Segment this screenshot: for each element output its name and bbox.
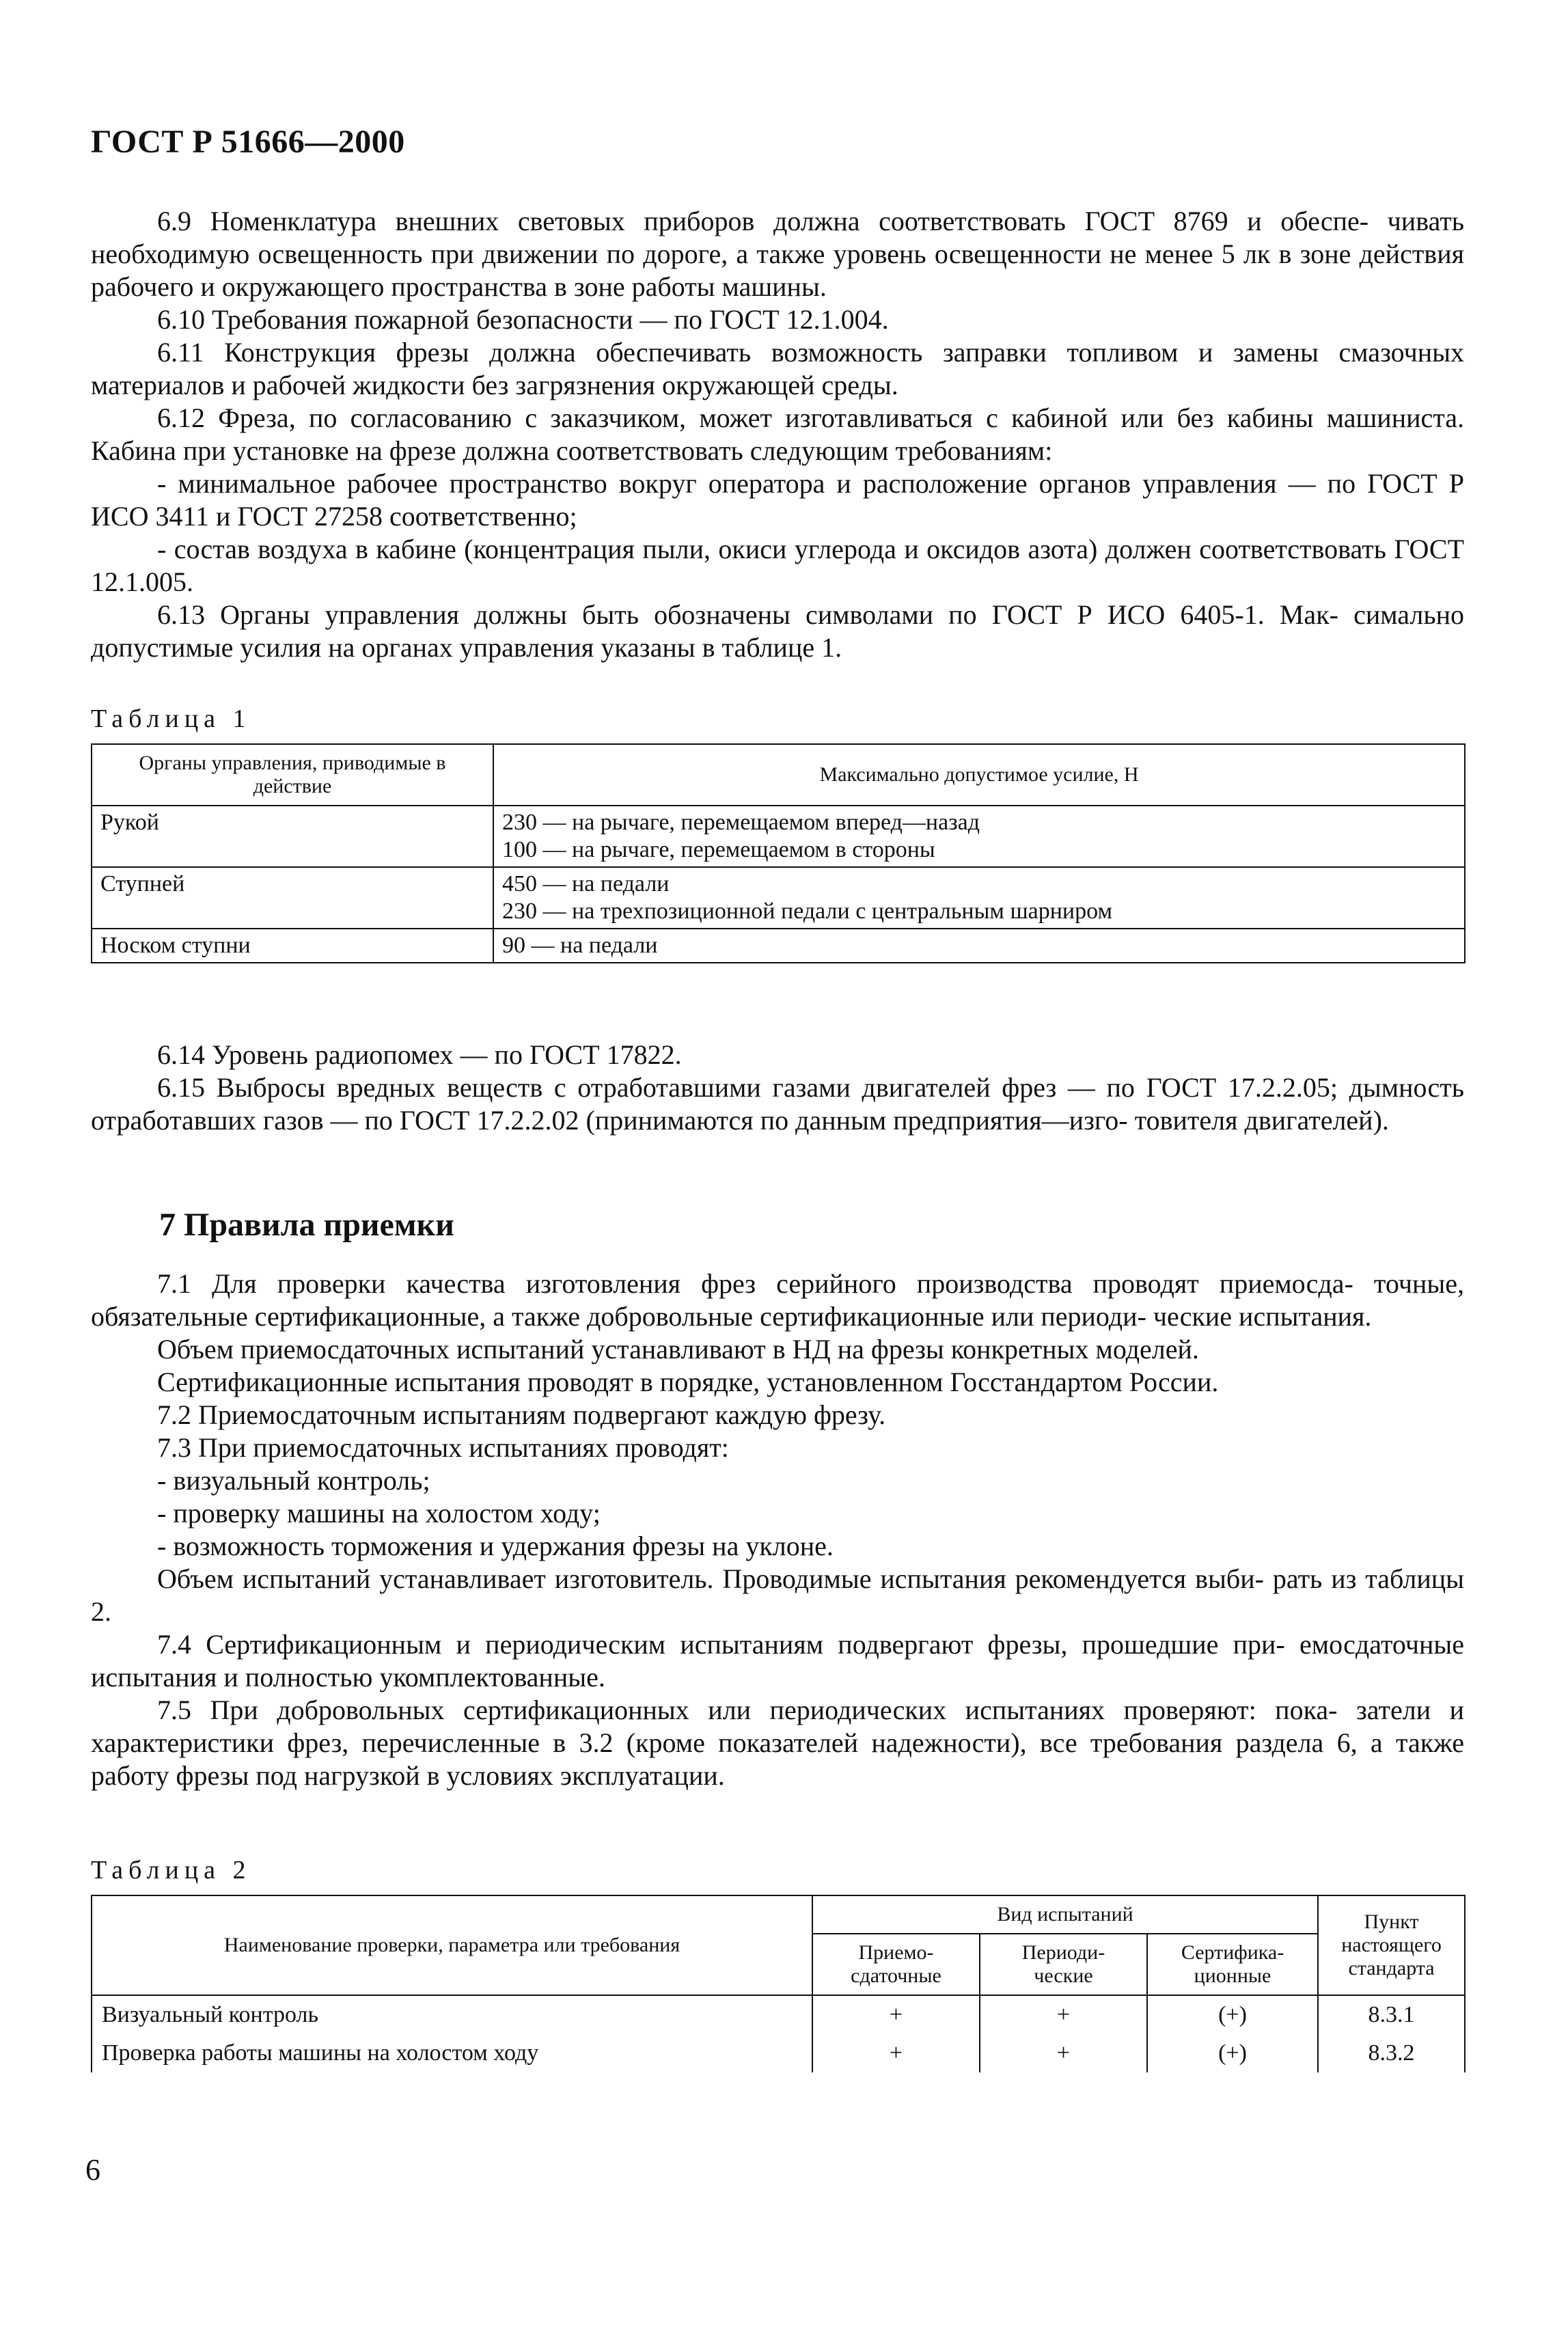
table-row xyxy=(92,806,1465,867)
clause-6-12-item-1: - минимальное рабочее пространство вокруг оператора и расположение органов управления — по ГОСТ Р ИСО 3411 и ГОСТ 27258 соответственно; xyxy=(91,468,1465,532)
table2-cell-certification: (+) xyxy=(1147,2034,1318,2072)
table2-caption: Таблица 2 xyxy=(91,1856,251,1885)
table1-block xyxy=(91,704,1464,963)
table-row xyxy=(92,867,1465,929)
clause-7-5: 7.5 При добровольных сертификационных или периодических испытаниях проверяют: пока- затели и характеристики фрез, перечисленные в 3.2 (кроме показателей надежности), все требования раздела 6, а также работу фрезы под нагрузкой в условиях эксплуатации. xyxy=(91,1695,1465,1791)
table1-caption: Таблица 1 xyxy=(91,704,251,733)
table2-cell-name: Визуальный контроль xyxy=(92,1995,812,2034)
table2-cell-clause: 8.3.1 xyxy=(1318,1995,1465,2034)
table2-header-group: Вид испытаний xyxy=(812,1895,1318,1934)
table2-cell-clause: 8.3.2 xyxy=(1318,2034,1465,2072)
table2-block xyxy=(91,1855,1464,2072)
table1-cell-force: 90 — на педали xyxy=(493,929,1465,963)
table1-header-row xyxy=(92,744,1465,806)
clause-6-12: 6.12 Фреза, по согласованию с заказчиком, может изготавливаться с кабиной или без кабины машиниста. Кабина при установке на фрезе должна соответствовать следующим требованиям: xyxy=(91,402,1464,466)
clause-7-3-item-2: - проверку машины на холостом ходу; xyxy=(157,1498,601,1529)
clause-6-15: 6.15 Выбросы вредных веществ с отработавшими газами двигателей фрез — по ГОСТ 17.2.2.05; дымность отработавших газов — по ГОСТ 17.2.2.02 (принимаются по данным предприятия—изго- товителя двигателей). xyxy=(91,1072,1464,1136)
table2-header-name: Наименование проверки, параметра или требования xyxy=(92,1895,812,1995)
table2-cell-acceptance: + xyxy=(812,1995,980,2034)
table2-header-clause: Пункт настоящего стандарта xyxy=(1318,1895,1465,1995)
table2-header-row-1 xyxy=(92,1895,1465,1934)
table2-cell-periodic: + xyxy=(980,2034,1147,2072)
table2-cell-acceptance: + xyxy=(812,2034,980,2072)
table-row xyxy=(92,2034,1465,2072)
clause-6-13: 6.13 Органы управления должны быть обозначены символами по ГОСТ Р ИСО 6405-1. Мак- симально допустимые усилия на органах управления указаны в таблице 1. xyxy=(91,599,1465,663)
section6-end xyxy=(91,1039,1464,1137)
clause-7-4: 7.4 Сертификационным и периодическим испытаниям подвергают фрезы, прошедшие при- емосдаточные испытания и полностью укомплектованные. xyxy=(91,1629,1465,1693)
table1-cell-organ: Ступней xyxy=(92,867,493,929)
table2-cell-name: Проверка работы машины на холостом ходу xyxy=(92,2034,812,2072)
table2-header-certification: Сертифика- ционные xyxy=(1147,1934,1318,1995)
clause-7-3-scope: Объем испытаний устанавливает изготовитель. Проводимые испытания рекомендуется выби- рать из таблицы 2. xyxy=(91,1563,1465,1627)
table1 xyxy=(91,743,1466,963)
clause-7-1-certification: Сертификационные испытания проводят в порядке, установленном Госстандартом России. xyxy=(157,1367,1219,1397)
document-code-header: ГОСТ Р 51666—2000 xyxy=(91,124,405,160)
clause-7-3-item-3: - возможность торможения и удержания фрезы на уклоне. xyxy=(157,1531,834,1561)
table2-header-periodic: Периоди- ческие xyxy=(980,1934,1147,1995)
clause-7-1: 7.1 Для проверки качества изготовления фрез серийного производства проводят приемосда- точные, обязательные сертификационные, а также добровольные сертификационные или периоди- ческие испытания. xyxy=(91,1268,1464,1332)
clause-7-2: 7.2 Приемосдаточным испытаниям подвергают каждую фрезу. xyxy=(157,1399,886,1430)
section7-title: 7 Правила приемки xyxy=(159,1207,454,1243)
table1-cell-force: 450 — на педали 230 — на трехпозиционной педали с центральным шарниром xyxy=(493,867,1465,929)
clause-6-14: 6.14 Уровень радиопомех — по ГОСТ 17822. xyxy=(157,1039,682,1070)
table1-cell-force: 230 — на рычаге, перемещаемом вперед—назад 100 — на рычаге, перемещаемом в стороны xyxy=(493,806,1465,867)
table-row xyxy=(92,1995,1465,2034)
table1-header-organ: Органы управления, приводимые в действие xyxy=(92,744,493,806)
clause-6-9: 6.9 Номенклатура внешних световых приборов должна соответствовать ГОСТ 8769 и обеспе- чивать необходимую освещенность при движении по дороге, а также уровень освещенности не менее 5 лк в зоне действия рабочего и окружающего пространства в зоне работы машины. xyxy=(91,206,1464,302)
clause-7-1-scope: Объем приемосдаточных испытаний устанавливают в НД на фрезы конкретных моделей. xyxy=(157,1334,1199,1365)
clause-7-3-item-1: - визуальный контроль; xyxy=(157,1465,430,1496)
table2 xyxy=(91,1895,1466,2072)
clause-6-10: 6.10 Требования пожарной безопасности — по ГОСТ 12.1.004. xyxy=(157,304,889,335)
clause-6-11: 6.11 Конструкция фрезы должна обеспечивать возможность заправки топливом и замены смазочных материалов и рабочей жидкости без загрязнения окружающей среды. xyxy=(91,337,1464,400)
clause-6-12-item-2: - состав воздуха в кабине (концентрация пыли, окиси углерода и оксидов азота) должен соответствовать ГОСТ 12.1.005. xyxy=(91,534,1465,597)
table1-cell-organ: Рукой xyxy=(92,806,493,867)
clause-7-3: 7.3 При приемосдаточных испытаниях проводят: xyxy=(157,1432,729,1463)
table-row xyxy=(92,929,1465,963)
page-number: 6 xyxy=(85,2153,100,2187)
table1-cell-organ: Носком ступни xyxy=(92,929,493,963)
table2-header-acceptance: Приемо- сдаточные xyxy=(812,1934,980,1995)
section6-continued xyxy=(91,205,1464,664)
section7-body xyxy=(91,1268,1464,1792)
table2-cell-periodic: + xyxy=(980,1995,1147,2034)
table2-cell-certification: (+) xyxy=(1147,1995,1318,2034)
table1-header-force: Максимально допустимое усилие, Н xyxy=(493,744,1465,806)
